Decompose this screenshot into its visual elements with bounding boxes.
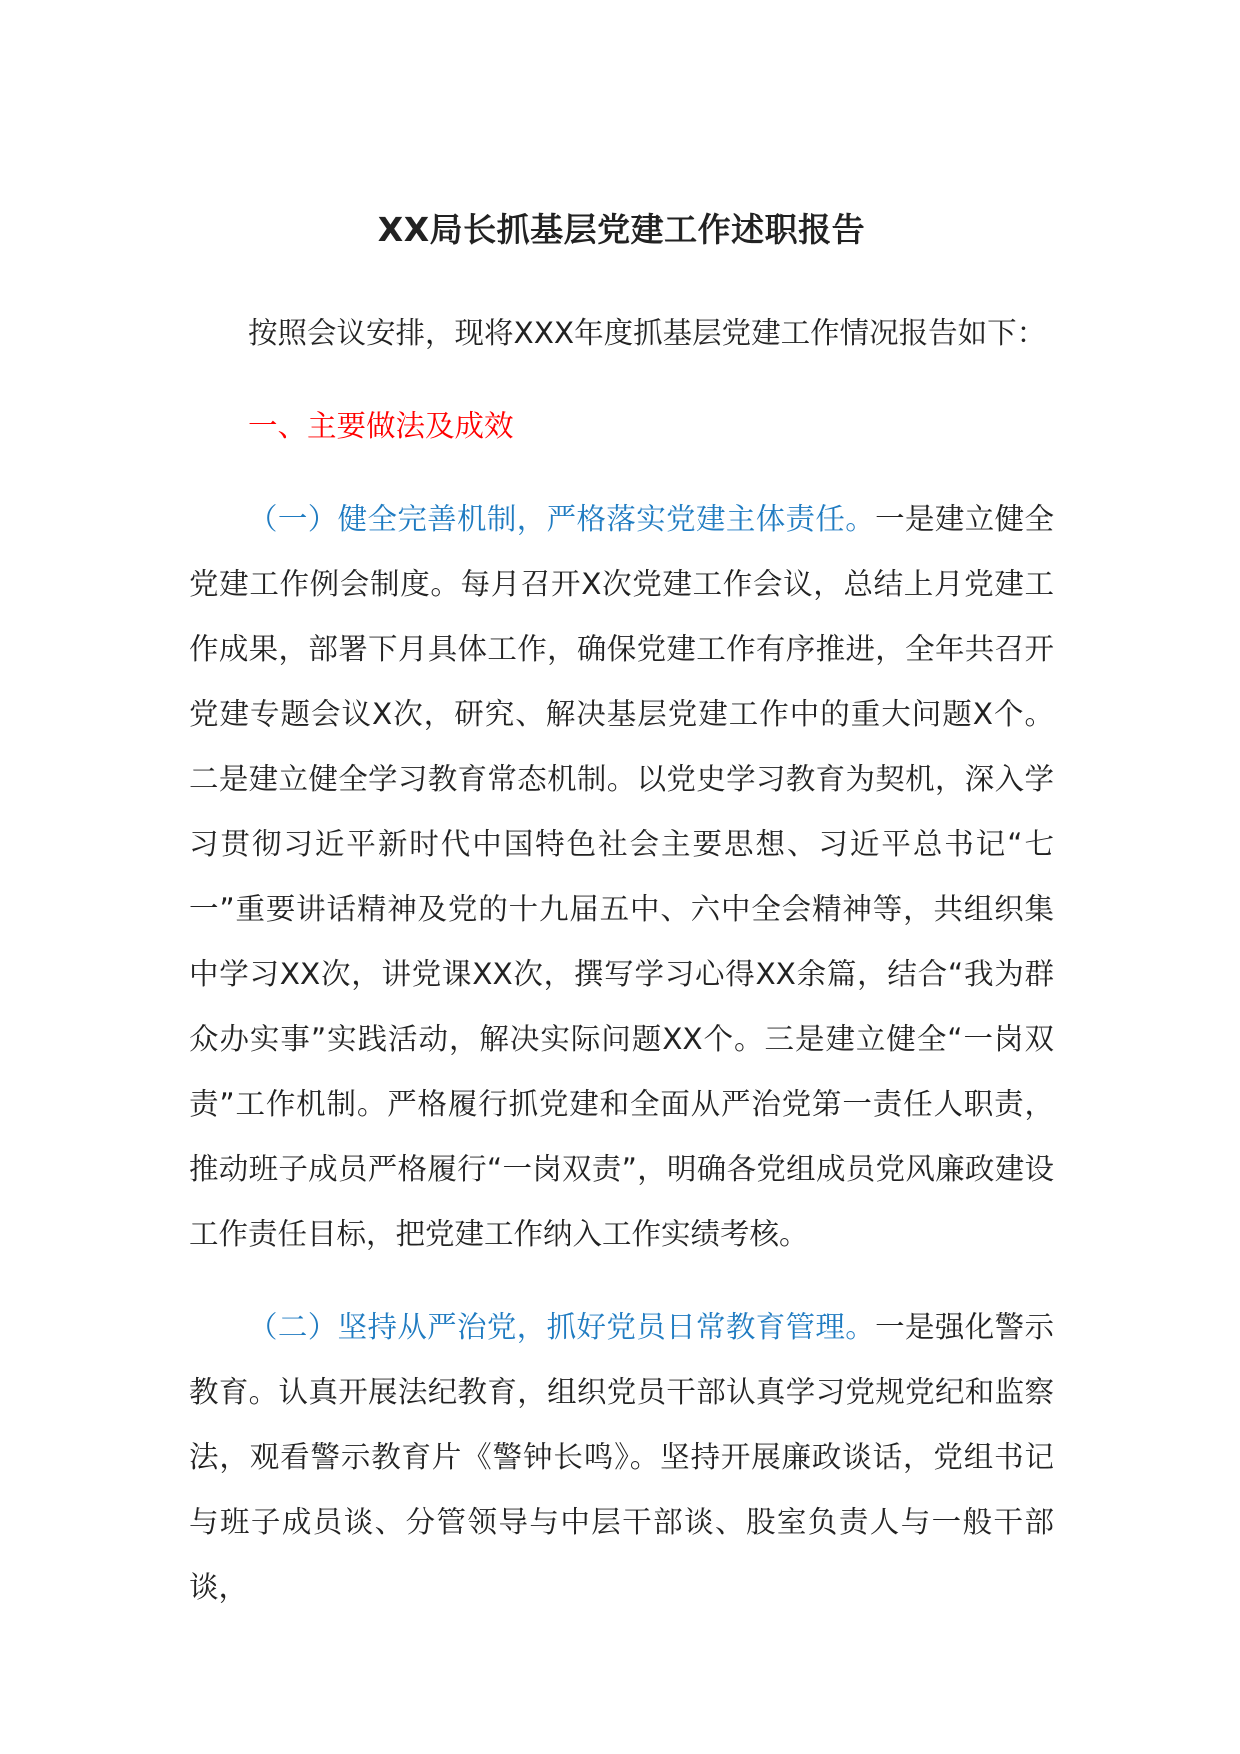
paragraph-2 — [189, 1295, 1054, 1620]
paragraph-body-2: 一是强化警示教育。认真开展法纪教育，组织党员干部认真学习党规党纪和监察法，观看警示教育片《警钟长鸣》。坚持开展廉政谈话，党组书记与班子成员谈、分管领导与中层干部谈、股室负责人与一般干部谈， — [189, 1310, 1054, 1604]
paragraph-body-1: 一是建立健全党建工作例会制度。每月召开X次党建工作会议，总结上月党建工作成果，部署下月具体工作，确保党建工作有序推进，全年共召开党建专题会议X次，研究、解决基层党建工作中的重大问题X个。二是建立健全学习教育常态机制。以党史学习教育为契机，深入学习贯彻习近平新时代中国特色社会主要思想、习近平总书记“七一”重要讲话精神及党的十九届五中、六中全会精神等，共组织集中学习XX次，讲党课XX次，撰写学习心得XX余篇，结合“我为群众办实事”实践活动，解决实际问题XX个。三是建立健全“一岗双责”工作机制。严格履行抓党建和全面从严治党第一责任人职责，推动班子成员严格履行“一岗双责”，明确各党组成员党风廉政建设工作责任目标，把党建工作纳入工作实绩考核。 — [189, 502, 1054, 1251]
subsection-heading-2: （二）坚持从严治党，抓好党员日常教育管理。 — [248, 1310, 876, 1344]
document-content — [189, 200, 1054, 1620]
section-heading: 一、主要做法及成效 — [248, 409, 514, 443]
document-title: XX局长抓基层党建工作述职报告 — [377, 210, 866, 249]
paragraph-1 — [189, 487, 1054, 1267]
subsection-heading-1: （一）健全完善机制，严格落实党建主体责任。 — [248, 502, 876, 536]
intro-paragraph: 按照会议安排，现将XXX年度抓基层党建工作情况报告如下： — [248, 316, 1047, 350]
